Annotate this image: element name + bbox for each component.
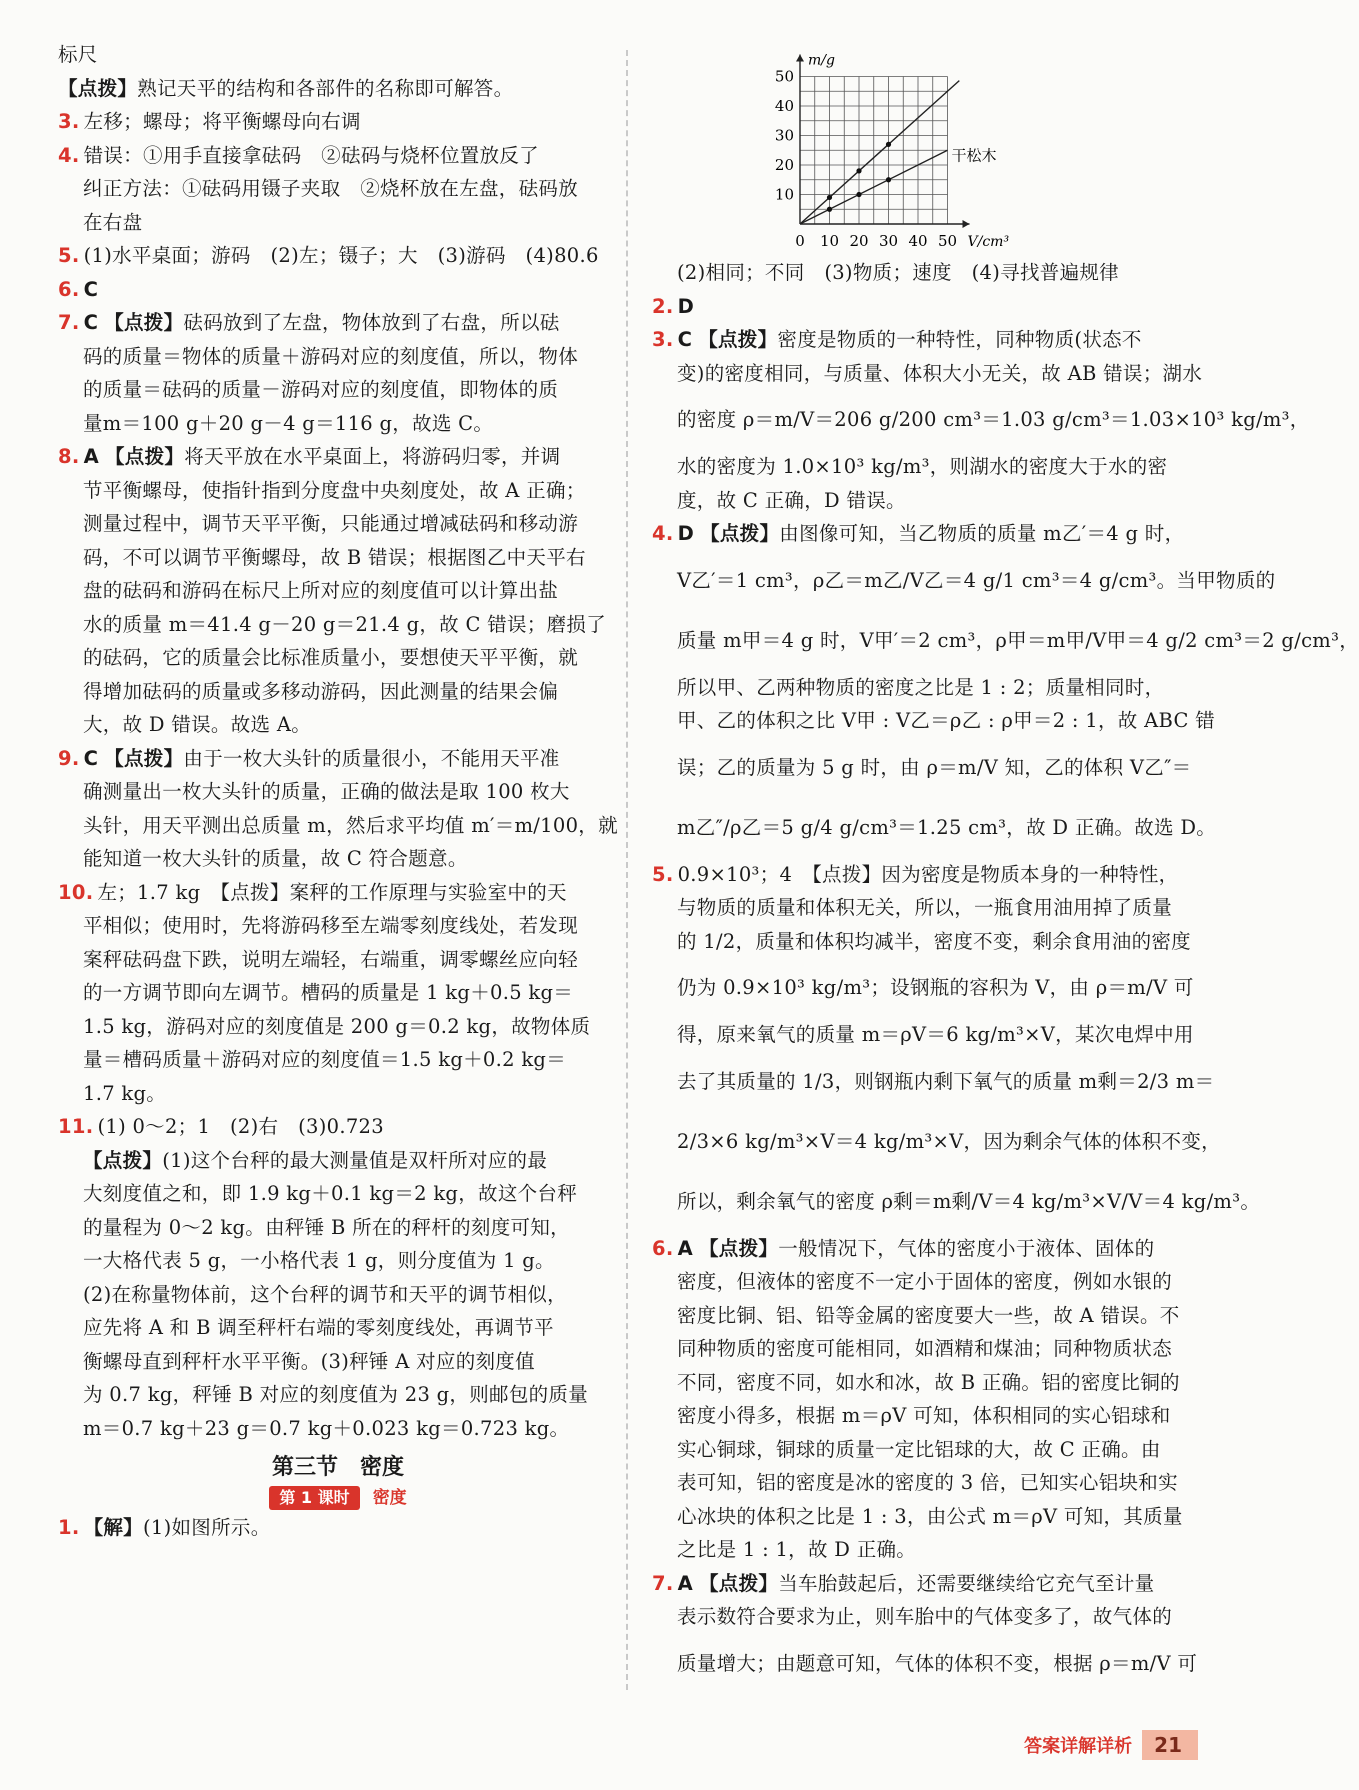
line-text: 表示数符合要求为止，则车胎中的气体变多了，故气体的 bbox=[677, 1605, 1173, 1628]
text-line bbox=[652, 323, 1200, 357]
text-line bbox=[58, 909, 618, 943]
text-line bbox=[58, 139, 618, 173]
answer-choice: A bbox=[677, 1571, 693, 1595]
line-text: 密度，但液体的密度不一定小于固体的密度，例如水银的 bbox=[677, 1270, 1173, 1293]
line-text: 平相似；使用时，先将游码移至左端零刻度线处，若发现 bbox=[83, 914, 579, 937]
line-text: 码，不可以调节平衡螺母，故 B 错误；根据图乙中天平右 bbox=[83, 545, 586, 569]
page-footer bbox=[1024, 1730, 1198, 1760]
text-line bbox=[58, 340, 618, 374]
line-text: 之比是 1 : 1，故 D 正确。 bbox=[677, 1538, 917, 1561]
text-line bbox=[652, 1634, 1200, 1694]
line-text: 由于一枚大头针的质量很小，不能用天平准 bbox=[183, 746, 560, 770]
hint-tag: 【点拨】 bbox=[104, 746, 184, 770]
line-text: 案秤砝码盘下跌，说明左端轻，右端重，调零螺丝应向轻 bbox=[83, 947, 579, 971]
question-number: 3. bbox=[652, 328, 674, 351]
line-text: 的砝码，它的质量会比标准质量小，要想使天平平衡，就 bbox=[83, 646, 579, 669]
text-line bbox=[58, 105, 618, 139]
line-text: 左；1.7 kg 【点拨】案秤的工作原理与实验室中的天 bbox=[97, 880, 567, 904]
question-number: 5. bbox=[652, 862, 674, 886]
line-text: 得增加砝码的质量或多移动游码，因此测量的结果会偏 bbox=[83, 679, 559, 703]
answer-choice: C bbox=[83, 746, 99, 770]
left-answer-lines bbox=[58, 38, 618, 1445]
text-line bbox=[652, 551, 1276, 611]
text-line bbox=[58, 809, 618, 843]
line-text: 在右盘 bbox=[83, 210, 143, 234]
line-text: 密度比铜、铝、铅等金属的密度要大一些，故 A 错误。不 bbox=[677, 1303, 1180, 1327]
question-number: 10. bbox=[58, 880, 94, 904]
line-text: 1.5 kg，游码对应的刻度值是 200 g＝0.2 kg，故物体质 bbox=[83, 1014, 591, 1038]
line-text: 由图像可知，当乙物质的质量 m乙′＝4 g 时， bbox=[779, 522, 1185, 545]
line-text: 所以，剩余氧气的密度 ρ剩＝m剩/V＝4 kg/m³×V/V＝4 kg/m³。 bbox=[677, 1189, 1261, 1213]
line-text: (1)这个台秤的最大测量值是双杆所对应的最 bbox=[162, 1148, 548, 1172]
text-line bbox=[652, 256, 1200, 290]
text-line bbox=[58, 876, 618, 910]
text-line bbox=[58, 172, 618, 206]
line-text: 纠正方法：①砝码用镊子夹取 ②烧杯放在左盘，砝码放 bbox=[83, 177, 579, 200]
line-text: 甲、乙的体积之比 V甲 : V乙＝ρ乙 : ρ甲＝2 : 1，故 ABC 错 bbox=[677, 709, 1215, 732]
text-line bbox=[58, 1378, 618, 1412]
page-number: 21 bbox=[1142, 1730, 1198, 1760]
line-text: 盘的砝码和游码在标尺上所对应的刻度值可以计算出盐 bbox=[83, 579, 559, 602]
text-line bbox=[652, 1265, 1200, 1299]
section-title: 第三节 密度 bbox=[271, 1455, 404, 1480]
text-line bbox=[58, 608, 618, 642]
question-number: 8. bbox=[58, 445, 80, 468]
line-text: 表可知，铝的密度是冰的密度的 3 倍，已知实心铝块和实 bbox=[677, 1471, 1178, 1494]
chart-svg bbox=[770, 38, 1010, 256]
x-tick-label: 30 bbox=[878, 232, 899, 250]
text-line bbox=[652, 671, 1200, 705]
question-number: 11. bbox=[58, 1115, 94, 1138]
text-line bbox=[58, 943, 618, 977]
line-text: 左移；螺母；将平衡螺母向右调 bbox=[83, 110, 361, 133]
x-tick-label: 50 bbox=[937, 232, 958, 250]
line-text: 大刻度值之和，即 1.9 kg＋0.1 kg＝2 kg，故这个台秤 bbox=[83, 1182, 578, 1205]
text-line bbox=[58, 1110, 618, 1144]
line-text: 砝码放到了左盘，物体放到了右盘，所以砝 bbox=[183, 311, 560, 334]
text-line bbox=[58, 842, 618, 876]
lesson-name: 密度 bbox=[372, 1488, 407, 1508]
data-point bbox=[886, 142, 891, 147]
hint-tag: 【点拨】 bbox=[698, 328, 778, 351]
text-line bbox=[58, 474, 618, 508]
line-text: 确测量出一枚大头针的质量，正确的做法是取 100 枚大 bbox=[83, 780, 570, 803]
line-text: 所以甲、乙两种物质的密度之比是 1 : 2；质量相同时， bbox=[677, 675, 1165, 699]
line-text: 与物质的质量和体积无关，所以，一瓶食用油用掉了质量 bbox=[677, 896, 1173, 919]
question-number: 2. bbox=[652, 294, 674, 318]
data-point bbox=[856, 192, 861, 197]
footer-label: 答案详解详析 bbox=[1024, 1736, 1133, 1757]
data-point bbox=[856, 168, 861, 173]
line-text: (1) 0～2；1 (2)右 (3)0.723 bbox=[97, 1115, 384, 1138]
text-line bbox=[58, 1211, 618, 1245]
line-text: 量＝槽码质量＋游码对应的刻度值＝1.5 kg＋0.2 kg＝ bbox=[83, 1048, 567, 1071]
text-line bbox=[58, 541, 618, 575]
hint-tag: 【点拨】 bbox=[83, 1148, 163, 1172]
line-text: 应先将 A 和 B 调至秤杆右端的零刻度线处，再调节平 bbox=[83, 1316, 554, 1339]
text-line bbox=[58, 1511, 618, 1545]
line-text: 量m＝100 g＋20 g－4 g＝116 g，故选 C。 bbox=[83, 411, 494, 435]
right-answer-lines bbox=[652, 256, 1359, 1694]
line-text: 的量程为 0～2 kg。由秤锤 B 所在的秤杆的刻度可知， bbox=[83, 1215, 570, 1239]
hint-tag: 【点拨】 bbox=[698, 1571, 779, 1595]
text-line bbox=[58, 72, 618, 106]
hint-tag: 【点拨】 bbox=[698, 1236, 779, 1260]
y-tick-label: 50 bbox=[774, 67, 794, 86]
series-label: 干松木 bbox=[951, 146, 997, 165]
y-tick-label: 10 bbox=[774, 185, 794, 204]
question-number: 7. bbox=[652, 1571, 674, 1595]
text-line bbox=[652, 390, 1310, 450]
line-text: 为 0.7 kg，秤锤 B 对应的刻度值为 23 g，则邮包的质量 bbox=[83, 1383, 589, 1406]
text-line bbox=[652, 858, 1200, 892]
question-number: 9. bbox=[58, 746, 80, 770]
text-line bbox=[652, 1112, 1221, 1172]
line-text: 的 1/2，质量和体积均减半，密度不变，剩余食用油的密度 bbox=[677, 929, 1191, 953]
text-line bbox=[652, 704, 1215, 738]
text-line bbox=[652, 450, 1200, 484]
text-line bbox=[652, 484, 1200, 518]
line-text: 质量增大；由题意可知，气体的体积不变，根据 ρ＝m/V 可 bbox=[677, 1651, 1198, 1675]
left-column bbox=[58, 38, 618, 1545]
line-text: 得，原来氧气的质量 m＝ρV＝6 kg/m³×V，某次电焊中用 bbox=[677, 1023, 1194, 1046]
column-divider bbox=[626, 50, 628, 1690]
text-line bbox=[652, 798, 1217, 858]
line-text: 质量 m甲＝4 g 时，V甲′＝2 cm³，ρ甲＝m甲/V甲＝4 g/2 cm³＝2 g/cm³， bbox=[677, 628, 1359, 652]
text-line bbox=[58, 373, 618, 407]
text-line bbox=[58, 273, 618, 307]
answer-choice: C bbox=[677, 328, 693, 351]
line-text: 不同，密度不同，如水和冰，故 B 正确。铝的密度比铜的 bbox=[677, 1370, 1180, 1394]
line-text: 熟记天平的结构和各部件的名称即可解答。 bbox=[137, 76, 514, 100]
x-tick-label: 20 bbox=[849, 232, 869, 250]
line-text: 的密度 ρ＝m/V＝206 g/200 cm³＝1.03 g/cm³＝1.03×10³ kg/m³， bbox=[677, 408, 1310, 431]
line-text: 同种物质的密度可能相同，如酒精和煤油；同种物质状态 bbox=[677, 1337, 1173, 1360]
text-line bbox=[652, 958, 1200, 1018]
text-line bbox=[58, 1010, 618, 1044]
text-line bbox=[652, 1567, 1200, 1601]
left-final-lines bbox=[58, 1511, 618, 1545]
x-tick-label: 40 bbox=[908, 232, 928, 250]
y-tick-label: 30 bbox=[774, 126, 794, 145]
line-text: 去了其质量的 1/3，则钢瓶内剩下氧气的质量 m剩＝2/3 m＝ bbox=[677, 1069, 1215, 1093]
data-point bbox=[886, 177, 891, 182]
text-line bbox=[58, 306, 618, 340]
text-line bbox=[652, 1232, 1200, 1266]
hint-tag: 【点拨】 bbox=[58, 76, 138, 100]
data-point bbox=[827, 207, 832, 212]
line-text: 一般情况下，气体的密度小于液体、固体的 bbox=[778, 1236, 1155, 1260]
data-point bbox=[827, 195, 832, 200]
line-text: V乙′＝1 cm³，ρ乙＝m乙/V乙＝4 g/1 cm³＝4 g/cm³。当甲物质的 bbox=[677, 568, 1276, 592]
x-axis-label: V/cm³ bbox=[967, 234, 1010, 250]
question-number: 3. bbox=[58, 110, 80, 133]
line-text: 错误：①用手直接拿砝码 ②砝码与烧杯位置放反了 bbox=[83, 143, 539, 167]
question-number: 7. bbox=[58, 311, 80, 334]
line-text: m＝0.7 kg＋23 g＝0.7 kg＋0.023 kg＝0.723 kg。 bbox=[83, 1416, 570, 1440]
text-line bbox=[58, 1311, 618, 1345]
line-text: (1)水平桌面；游码 (2)左；镊子；大 (3)游码 (4)80.6 bbox=[83, 244, 599, 267]
line-text: 大，故 D 错误。故选 A。 bbox=[83, 713, 312, 736]
line-text: 一大格代表 5 g，一小格代表 1 g，则分度值为 1 g。 bbox=[83, 1249, 555, 1272]
text-line bbox=[652, 1052, 1215, 1112]
text-line bbox=[652, 1600, 1200, 1634]
text-line bbox=[652, 1332, 1200, 1366]
y-axis-label: m/g bbox=[808, 52, 835, 69]
text-line bbox=[652, 290, 1200, 324]
text-line bbox=[652, 1500, 1200, 1534]
text-line bbox=[652, 1466, 1200, 1500]
line-text: (1)如图所示。 bbox=[142, 1516, 271, 1539]
text-line bbox=[652, 1366, 1200, 1400]
line-text: 密度小得多，根据 m＝ρV 可知，体积相同的实心铝球和 bbox=[677, 1404, 1171, 1427]
text-line bbox=[652, 738, 1200, 798]
line-text: 度，故 C 正确，D 错误。 bbox=[677, 488, 906, 512]
hint-tag: 【解】 bbox=[83, 1516, 143, 1539]
text-line bbox=[652, 1533, 1200, 1567]
text-line bbox=[652, 611, 1359, 671]
line-text: 水的质量 m＝41.4 g－20 g＝21.4 g，故 C 错误；磨损了 bbox=[83, 612, 606, 636]
y-tick-label: 40 bbox=[774, 97, 794, 115]
text-line bbox=[58, 976, 618, 1010]
text-line bbox=[652, 1433, 1200, 1467]
text-line bbox=[58, 574, 618, 608]
text-line bbox=[58, 1345, 618, 1379]
x-axis-arrow bbox=[963, 220, 970, 228]
text-line bbox=[58, 440, 618, 474]
line-text: 头针，用天平测出总质量 m，然后求平均值 m′＝m/100，就 bbox=[83, 813, 618, 837]
answer-choice: D bbox=[677, 522, 695, 545]
hint-tag: 【点拨】 bbox=[104, 445, 185, 468]
text-line bbox=[58, 239, 618, 273]
text-line bbox=[58, 1043, 618, 1077]
text-line bbox=[58, 1177, 618, 1211]
answer-choice: A bbox=[83, 445, 99, 468]
text-line bbox=[652, 1018, 1200, 1052]
line-text: 能知道一枚大头针的质量，故 C 符合题意。 bbox=[83, 847, 468, 870]
answer-choice: C bbox=[83, 311, 99, 334]
text-line bbox=[652, 1299, 1200, 1333]
question-number: 4. bbox=[652, 522, 674, 545]
text-line bbox=[652, 357, 1203, 391]
text-line bbox=[58, 1244, 618, 1278]
line-text: 测量过程中，调节天平平衡，只能通过增减砝码和移动游 bbox=[83, 512, 579, 535]
y-axis-arrow bbox=[796, 55, 804, 62]
line-text: 实心铜球，铜球的质量一定比铝球的大，故 C 正确。由 bbox=[677, 1437, 1161, 1461]
line-text: 0.9×10³；4 【点拨】因为密度是物质本身的一种特性， bbox=[677, 862, 1179, 886]
line-text: 仍为 0.9×10³ kg/m³；设钢瓶的容积为 V，由 ρ＝m/V 可 bbox=[677, 976, 1194, 999]
question-number: 5. bbox=[58, 244, 80, 267]
text-line bbox=[652, 1172, 1261, 1232]
line-text: 1.7 kg。 bbox=[83, 1081, 167, 1105]
answer-choice: A bbox=[677, 1236, 693, 1260]
text-line bbox=[652, 925, 1200, 959]
hint-tag: 【点拨】 bbox=[700, 522, 780, 545]
text-line bbox=[58, 1412, 618, 1446]
text-line bbox=[58, 407, 618, 441]
text-line bbox=[58, 1077, 618, 1111]
text-line bbox=[58, 775, 618, 809]
text-line bbox=[58, 675, 618, 709]
line-text: (2)相同；不同 (3)物质；速度 (4)寻找普遍规律 bbox=[677, 261, 1119, 284]
line-text: 2/3×6 kg/m³×V＝4 kg/m³×V，因为剩余气体的体积不变， bbox=[677, 1129, 1221, 1153]
text-line bbox=[652, 1399, 1200, 1433]
answer-choice: D bbox=[677, 294, 695, 318]
line-text: 码的质量＝物体的质量＋游码对应的刻度值，所以，物体 bbox=[83, 344, 579, 368]
line-text: 节平衡螺母，使指针指到分度盘中央刻度处，故 A 正确； bbox=[83, 478, 586, 502]
y-tick-label: 20 bbox=[774, 156, 794, 174]
x-tick-label: 0 bbox=[795, 232, 805, 250]
line-text: 误；乙的质量为 5 g 时，由 ρ＝m/V 知，乙的体积 V乙″＝ bbox=[677, 755, 1192, 779]
text-line bbox=[58, 38, 618, 72]
text-line bbox=[652, 891, 1200, 925]
line-text: 将天平放在水平桌面上，将游码归零，并调 bbox=[184, 445, 561, 468]
text-line bbox=[58, 742, 618, 776]
series-line bbox=[800, 81, 959, 224]
answer-choice: C bbox=[83, 277, 99, 301]
line-text: 密度是物质的一种特性，同种物质(状态不 bbox=[777, 328, 1142, 351]
line-text: 衡螺母直到秤杆水平平衡。(3)秤锤 A 对应的刻度值 bbox=[83, 1349, 535, 1373]
line-text: m乙″/ρ乙＝5 g/4 g/cm³＝1.25 cm³，故 D 正确。故选 D。 bbox=[677, 815, 1217, 839]
text-line bbox=[58, 206, 618, 240]
text-line bbox=[58, 641, 618, 675]
mass-volume-chart bbox=[652, 38, 1200, 256]
text-line bbox=[58, 507, 618, 541]
line-text: 的质量＝砝码的质量－游码对应的刻度值，即物体的质 bbox=[83, 378, 559, 401]
text-line bbox=[58, 1278, 618, 1312]
text-line bbox=[58, 1144, 618, 1178]
line-text: (2)在称量物体前，这个台秤的调节和天平的调节相似， bbox=[83, 1282, 567, 1306]
line-text: 心冰块的体积之比是 1 : 3，由公式 m＝ρV 可知，其质量 bbox=[677, 1504, 1183, 1528]
right-column bbox=[652, 38, 1359, 1694]
question-number: 6. bbox=[652, 1236, 674, 1260]
line-text: 的一方调节即向左调节。槽码的质量是 1 kg＋0.5 kg＝ bbox=[83, 981, 574, 1004]
text-line bbox=[652, 517, 1200, 551]
line-text: 标尺 bbox=[58, 43, 98, 66]
hint-tag: 【点拨】 bbox=[104, 311, 184, 334]
question-number: 4. bbox=[58, 143, 80, 167]
line-text: 变)的密度相同，与质量、体积大小无关，故 AB 错误；湖水 bbox=[677, 361, 1203, 385]
text-line bbox=[58, 708, 618, 742]
x-tick-label: 10 bbox=[819, 232, 840, 250]
line-text: 水的密度为 1.0×10³ kg/m³，则湖水的密度大于水的密 bbox=[677, 455, 1168, 478]
lesson-header bbox=[58, 1485, 618, 1511]
question-number: 1. bbox=[58, 1516, 80, 1539]
line-text: 当车胎鼓起后，还需要继续给它充气至计量 bbox=[778, 1571, 1155, 1595]
lesson-badge: 第 1 课时 bbox=[269, 1486, 359, 1510]
question-number: 6. bbox=[58, 277, 80, 301]
